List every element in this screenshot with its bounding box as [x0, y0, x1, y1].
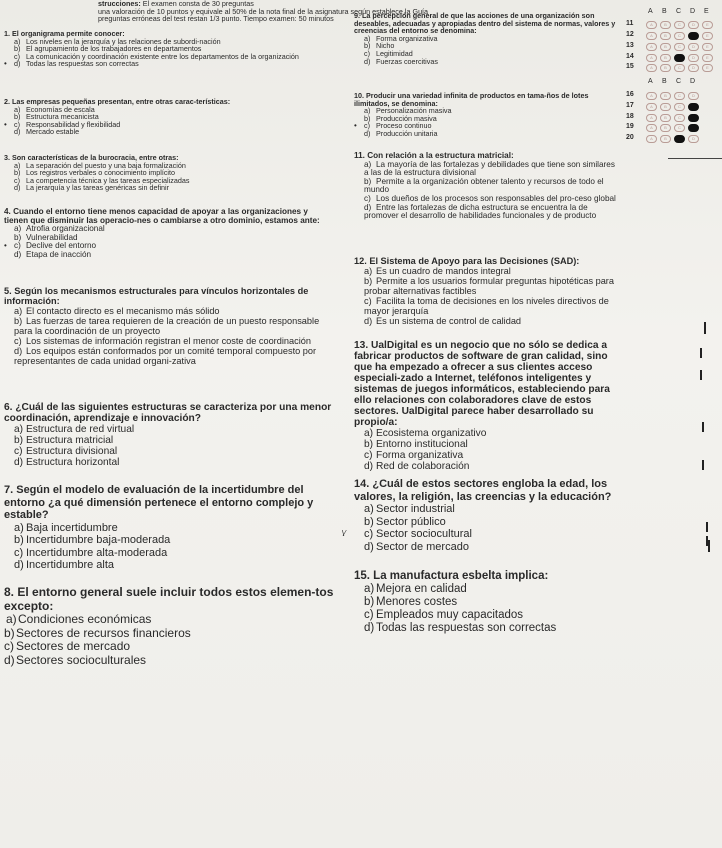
answer-row: [626, 20, 722, 29]
option-letter: b): [14, 534, 24, 546]
option-letter: c): [364, 48, 370, 58]
option-text: Incertidumbre alta-moderada: [26, 546, 168, 559]
option-letter: d): [14, 457, 24, 468]
answer-column-e: E: [704, 8, 709, 15]
option-letter: a): [14, 424, 24, 435]
option-letter: d): [14, 183, 21, 193]
option-text: Las fuerzas de tarea requieren de la creación de un puesto responsable para la coordinación de un proyecto: [14, 316, 320, 336]
answer-bubble-b[interactable]: B: [660, 103, 671, 111]
option-letter: a): [14, 224, 22, 234]
answer-bubble-a[interactable]: A: [646, 124, 657, 132]
option[interactable]: [4, 336, 334, 346]
question-title: 8. El entorno general suele incluir todos estos elemen-tos excepto:: [4, 585, 334, 613]
answer-column-c: C: [676, 78, 682, 85]
question-title: 4. Cuando el entorno tiene menos capacidad de apoyar a las organizaciones y tienen que disminuir las operacio-nes o cambiarse a otro dominio, estamos ante:: [4, 207, 320, 225]
option-text: Nicho: [376, 41, 395, 51]
option[interactable]: [354, 428, 622, 439]
scan-mark: [708, 540, 710, 552]
option-text: Vulnerabilidad: [26, 232, 78, 242]
question-13: [354, 340, 622, 472]
answer-bubble-b[interactable]: B: [660, 92, 671, 100]
option-letter: a): [14, 521, 24, 534]
option[interactable]: [4, 184, 334, 192]
option[interactable]: [354, 609, 622, 622]
question-title: 9. La percepción general de que las acciones de una organización son deseables, adecuadas y apropiadas dentro del sistema de normas, valores y creencias del entorno se denomina:: [354, 11, 616, 36]
option[interactable]: [4, 613, 338, 627]
option-text: Los niveles en la jerarquía y las relaciones de subordi-nación: [26, 36, 221, 46]
answer-bubble-d[interactable]: D: [688, 43, 699, 51]
answer-bubble-d[interactable]: [688, 124, 699, 132]
option-letter: c): [14, 546, 24, 559]
option-text: La separación del puesto y una baja formalización: [26, 160, 186, 170]
answer-row-number: 17: [626, 102, 634, 109]
answer-bubble-c[interactable]: C: [674, 92, 685, 100]
answer-row-number: 19: [626, 123, 634, 130]
answer-column-d: D: [690, 78, 696, 85]
option[interactable]: [4, 446, 334, 457]
option-letter: a): [14, 104, 21, 114]
answer-row-number: 14: [626, 53, 634, 60]
option-text: Entorno institucional: [376, 439, 468, 450]
question-title: 12. El Sistema de Apoyo para las Decisiones (SAD):: [354, 256, 580, 266]
question-title: 13. UalDigital es un negocio que no sólo se dedica a fabricar productos de software de gran calidad, sino que ha empezado a ofrecer a sus clientes acceso especiali-zado a Internet, teléfonos inteligentes y sistemas de juegos informáticos, estableciendo para ello relaciones con colaboradores clave de estos sectores. UalDigital parece haber desarrollado su propio/a:: [354, 340, 610, 428]
option-letter: a): [364, 159, 372, 169]
instructions-text: El examen consta de 30 preguntas: [140, 0, 254, 8]
answer-column-b: B: [662, 78, 667, 85]
answer-row: [626, 31, 722, 40]
scan-mark: [706, 522, 708, 532]
question-title: 15. La manufactura esbelta implica:: [354, 570, 549, 582]
option-letter: d): [4, 652, 15, 667]
answer-mark: •: [4, 59, 7, 69]
answer-bubble-b[interactable]: B: [660, 43, 671, 51]
scan-mark: [700, 370, 702, 380]
question-4: [4, 208, 334, 260]
scan-mark: [700, 348, 702, 358]
answer-bubble-a[interactable]: A: [646, 92, 657, 100]
option[interactable]: [354, 541, 622, 554]
option-text: Todas las respuestas son correctas: [376, 622, 557, 634]
option[interactable]: [354, 58, 620, 66]
option[interactable]: [354, 161, 620, 178]
option[interactable]: [354, 450, 622, 461]
answer-bubble-a[interactable]: A: [646, 114, 657, 122]
option-text: Sector sociocultural: [376, 528, 472, 540]
question-title: 14. ¿Cuál de estos sectores engloba la edad, los valores, la religión, las creencias y la educación?: [354, 478, 612, 503]
option-letter: c): [364, 296, 372, 306]
option-text: Incertidumbre baja-moderada: [26, 534, 171, 546]
option-text: Es un sistema de control de calidad: [376, 316, 522, 326]
option-text: Declive del entorno: [26, 241, 97, 251]
question-3: [4, 154, 334, 192]
option[interactable]: [354, 439, 622, 450]
answer-sheet: [626, 0, 722, 150]
scan-margin-marks: [692, 300, 722, 820]
option[interactable]: [354, 503, 622, 516]
option-letter: d): [364, 622, 375, 634]
answer-bubble-a[interactable]: A: [646, 54, 657, 62]
option-text: Sector de mercado: [376, 540, 469, 553]
option[interactable]: [4, 251, 334, 260]
option-letter: a): [14, 36, 21, 46]
scan-mark: [702, 460, 704, 470]
option-letter: c): [14, 336, 22, 346]
answer-row-number: 15: [626, 63, 634, 70]
question-title: 10. Producir una variedad infinita de productos en tama-ños de lotes ilimitados, se denomina:: [354, 91, 589, 108]
option[interactable]: [354, 296, 620, 316]
option-text: Proceso continuo: [376, 121, 432, 131]
option[interactable]: [354, 316, 620, 326]
answer-bubble-a[interactable]: A: [646, 43, 657, 51]
option-letter: d): [364, 461, 374, 472]
scan-mark: [702, 422, 704, 432]
option-letter: b): [4, 625, 15, 640]
answer-bubble-c[interactable]: C: [674, 64, 685, 72]
option-text: La jerarquía y las tareas genéricas sin definir: [26, 183, 170, 193]
answer-row-number: 20: [626, 134, 634, 141]
answer-row-number: 11: [626, 20, 634, 27]
answer-row: [626, 123, 722, 132]
answer-row: [626, 53, 722, 62]
answer-column-c: C: [676, 8, 682, 15]
option-text: Sectores de mercado: [16, 639, 131, 653]
option-text: Estructura mecanicista: [26, 112, 99, 122]
option-letter: c): [364, 450, 373, 461]
option-text: El agrupamiento de los trabajadores en departamentos: [26, 44, 202, 54]
answer-bubble-b[interactable]: B: [660, 54, 671, 62]
option-text: Mercado estable: [26, 127, 80, 137]
option-letter: c): [364, 609, 374, 621]
option-letter: b): [14, 316, 23, 326]
answer-bubble-e[interactable]: E: [702, 43, 713, 51]
answer-bubble-a[interactable]: A: [646, 32, 657, 40]
question-title: 11. Con relación a la estructura matricial:: [354, 151, 514, 160]
option-text: Permite a los usuarios formular preguntas hipotéticas para probar alternativas factibles: [364, 276, 614, 296]
option-text: Empleados muy capacitados: [376, 609, 524, 621]
option-letter: d): [14, 59, 21, 69]
option-text: Mejora en calidad: [376, 583, 467, 595]
option-letter: a): [364, 266, 373, 276]
option-letter: b): [14, 44, 21, 54]
option-text: Los dueños de los procesos son responsables del pro-ceso global: [376, 193, 616, 203]
option-text: Sector público: [376, 515, 446, 528]
option-text: Es un cuadro de mandos integral: [376, 266, 511, 276]
option-text: Red de colaboración: [376, 461, 470, 472]
option-letter: b): [364, 41, 371, 51]
option[interactable]: [354, 204, 620, 221]
option[interactable]: [354, 516, 622, 529]
answer-bubble-d[interactable]: [688, 32, 699, 40]
option-text: Sectores socioculturales: [16, 652, 147, 667]
answer-bubble-d[interactable]: D: [688, 92, 699, 100]
answer-column-d: D: [690, 8, 696, 15]
answer-column-b: B: [662, 8, 667, 15]
question-1: [4, 30, 334, 68]
question-11: [354, 152, 620, 221]
option-letter: a): [364, 428, 374, 439]
answer-bubble-b[interactable]: B: [660, 32, 671, 40]
answer-row: [626, 63, 722, 72]
option[interactable]: [342, 528, 622, 541]
option-letter: b): [364, 515, 374, 528]
divider-line: [668, 158, 722, 159]
question-title: 6. ¿Cuál de las siguientes estructuras se caracteriza por una menor coordinación, aprendizaje e innovación?: [4, 402, 332, 424]
answer-row: [626, 134, 722, 143]
answer-bubble-e[interactable]: E: [702, 32, 713, 40]
option-text: Legitimidad: [376, 48, 413, 58]
answer-bubble-c[interactable]: C: [674, 114, 685, 122]
answer-bubble-c[interactable]: C: [674, 21, 685, 29]
option[interactable]: [4, 534, 338, 547]
option-text: Entre las fortalezas de dicha estructura se encuentra la de promover el desarrollo de habilidades funcionales y de producto: [364, 202, 597, 221]
option-letter: a): [6, 612, 17, 626]
option-text: Incertidumbre alta: [26, 559, 115, 571]
answer-row: [626, 42, 722, 51]
option-letter: d): [364, 316, 373, 326]
option-letter: c): [364, 193, 371, 203]
option[interactable]: [4, 60, 334, 68]
option-letter: d): [364, 202, 372, 212]
option-text: Etapa de inacción: [26, 249, 92, 259]
answer-bubble-b[interactable]: B: [660, 64, 671, 72]
answer-bubble-d[interactable]: [688, 114, 699, 122]
option[interactable]: [354, 461, 622, 472]
answer-bubble-b[interactable]: B: [660, 21, 671, 29]
answer-mark: •: [4, 241, 7, 251]
option[interactable]: [354, 130, 620, 138]
question-9: [354, 12, 620, 65]
option-text: Estructura de red virtual: [26, 424, 135, 435]
answer-bubble-a[interactable]: A: [646, 135, 657, 143]
answer-bubble-c[interactable]: [674, 135, 685, 143]
answer-row: [626, 91, 722, 100]
option-text: Producción unitaria: [376, 128, 438, 138]
answer-bubble-b[interactable]: B: [660, 114, 671, 122]
option[interactable]: [4, 522, 338, 535]
answer-bubble-a[interactable]: A: [646, 64, 657, 72]
scan-mark: [704, 322, 706, 334]
option-text: Permite a la organización obtener talento y recursos de todo el mundo: [364, 176, 604, 195]
answer-column-a: A: [648, 8, 653, 15]
option-letter: d): [14, 127, 21, 137]
answer-bubble-b[interactable]: B: [660, 135, 671, 143]
option-letter: b): [364, 596, 375, 608]
option-text: Forma organizativa: [376, 450, 464, 461]
option-text: Estructura horizontal: [26, 457, 120, 468]
option-letter: b): [364, 439, 374, 450]
option[interactable]: [354, 178, 620, 195]
option-text: Forma organizativa: [376, 33, 438, 43]
question-2: [4, 98, 334, 136]
option-text: Ecosistema organizativo: [376, 428, 487, 439]
option-text: Los sistemas de información registran el menor coste de coordinación: [26, 336, 311, 346]
option[interactable]: [354, 596, 622, 609]
option-text: Economías de escala: [26, 104, 95, 114]
answer-bubble-e[interactable]: E: [702, 64, 713, 72]
answer-bubble-d[interactable]: [688, 103, 699, 111]
option-text: Facilita la toma de decisiones en los niveles directivos de mayor jerarquía: [364, 296, 609, 316]
answer-bubble-a[interactable]: A: [646, 21, 657, 29]
answer-bubble-d[interactable]: D: [688, 135, 699, 143]
option-letter: b): [364, 113, 371, 123]
question-6: [4, 402, 334, 468]
answer-row-number: 18: [626, 113, 634, 120]
option-text: Producción masiva: [376, 113, 437, 123]
option-text: Sector industrial: [376, 503, 455, 515]
option-text: Estructura divisional: [26, 446, 118, 457]
option-letter: a): [364, 583, 375, 595]
option[interactable]: [4, 316, 334, 336]
option[interactable]: [4, 654, 338, 668]
option-letter: d): [364, 128, 371, 138]
option-letter: c): [4, 639, 14, 653]
instructions-line-2: una valoración de 10 puntos y equivale al 50% de la nota final de la asignatura según establece la Guía: [98, 6, 429, 16]
option[interactable]: [4, 306, 334, 316]
option-letter: d): [364, 56, 371, 66]
option-text: Condiciones económicas: [18, 612, 152, 626]
option-letter: c): [364, 121, 370, 131]
answer-row-number: 12: [626, 31, 634, 38]
question-title: 5. Según los mecanismos estructurales para vínculos horizontales de información:: [4, 286, 309, 306]
option-text: Estructura matricial: [26, 435, 114, 446]
answer-bubble-d[interactable]: D: [688, 64, 699, 72]
option-text: Menores costes: [376, 596, 458, 608]
question-5: [4, 286, 334, 366]
answer-bubble-c[interactable]: C: [674, 103, 685, 111]
option[interactable]: [4, 559, 338, 572]
option[interactable]: [354, 622, 622, 635]
answer-mark: •: [354, 121, 357, 131]
option-letter: c): [14, 175, 20, 185]
option[interactable]: [4, 128, 334, 136]
question-title: 3. Son características de la burocracia, entre otras:: [4, 153, 179, 162]
option-letter: c): [364, 528, 374, 540]
option-text: Personalización masiva: [376, 106, 452, 116]
option-letter: d): [14, 249, 22, 259]
option[interactable]: [354, 583, 622, 596]
option-text: Los equipos están conformados por un comité temporal compuesto por representantes de cada unidad organi-zativa: [14, 346, 317, 366]
option-text: Los registros verbales o conocimiento implícito: [26, 168, 176, 178]
answer-bubble-c[interactable]: C: [674, 32, 685, 40]
option-text: Baja incertidumbre: [26, 521, 118, 534]
option[interactable]: [4, 457, 334, 468]
option-letter: a): [364, 33, 371, 43]
option-text: Todas las respuestas son correctas: [26, 59, 139, 69]
option-text: Fuerzas coercitivas: [376, 56, 438, 66]
option-letter: c): [14, 446, 23, 457]
answer-column-a: A: [648, 78, 653, 85]
option-text: La competencia técnica y las tareas especializadas: [26, 175, 190, 185]
question-10: [354, 92, 620, 138]
instructions-label: strucciones:: [98, 0, 141, 8]
option-letter: d): [14, 346, 23, 356]
answer-bubble-c[interactable]: [674, 54, 685, 62]
option[interactable]: [354, 266, 620, 276]
option-letter: a): [364, 503, 374, 515]
option[interactable]: [4, 424, 334, 435]
answer-row-number: 13: [626, 42, 634, 49]
answer-row: [626, 102, 722, 111]
option-text: Atrofia organizacional: [26, 224, 105, 234]
question-title: 2. Las empresas pequeñas presentan, entre otras carac-terísticas:: [4, 97, 231, 106]
answer-bubble-d[interactable]: D: [688, 54, 699, 62]
option-letter: b): [14, 232, 22, 242]
option-letter: b): [14, 168, 21, 178]
question-12: [354, 256, 620, 326]
option[interactable]: [354, 276, 620, 296]
answer-bubble-c[interactable]: C: [674, 124, 685, 132]
option-text: Responsabilidad y flexibilidad: [26, 119, 121, 129]
answer-bubble-c[interactable]: C: [674, 43, 685, 51]
question-title: 7. Según el modelo de evaluación de la incertidumbre del entorno ¿a qué dimensión pertenece el entorno complejo y estable?: [4, 484, 314, 521]
option-letter: a): [14, 160, 21, 170]
answer-mark: •: [4, 119, 7, 129]
option[interactable]: [4, 640, 338, 654]
answer-bubble-d[interactable]: D: [688, 21, 699, 29]
question-title: 1. El organigrama permite conocer:: [4, 29, 125, 38]
answer-bubble-b[interactable]: B: [660, 124, 671, 132]
answer-bubble-e[interactable]: E: [702, 21, 713, 29]
question-15: [354, 570, 622, 635]
option-letter: c): [14, 51, 20, 61]
option-letter: b): [364, 276, 373, 286]
answer-bubble-a[interactable]: A: [646, 103, 657, 111]
answer-row-number: 16: [626, 91, 634, 98]
option[interactable]: [4, 346, 334, 366]
question-8: [4, 586, 338, 667]
option-letter: c): [14, 241, 21, 251]
option[interactable]: [4, 627, 338, 641]
option-text: Sectores de recursos financieros: [16, 625, 191, 640]
answer-mark: \⁄: [342, 529, 346, 538]
option-text: La mayoría de las fortalezas y debilidades que tiene son similares a las de la estructura divisional: [364, 159, 615, 178]
option-letter: a): [14, 306, 23, 316]
option-text: El contacto directo es el mecanismo más sólido: [26, 306, 220, 316]
option-text: La comunicación y coordinación existente entre los departamentos de la organización: [26, 51, 299, 61]
option-letter: b): [364, 176, 372, 186]
question-14: [342, 478, 622, 553]
answer-row: [626, 113, 722, 122]
answer-bubble-e[interactable]: E: [702, 54, 713, 62]
option-letter: b): [14, 435, 24, 446]
question-7: [4, 484, 338, 572]
option[interactable]: [4, 547, 338, 560]
option-letter: a): [364, 106, 371, 116]
option-letter: b): [14, 112, 21, 122]
option-letter: d): [14, 559, 24, 571]
option[interactable]: [4, 435, 334, 446]
option-letter: d): [364, 540, 374, 553]
option-letter: c): [14, 119, 20, 129]
instructions-line-3: preguntas erróneas del test restan 1/3 punto. Tiempo examen: 50 minutos: [98, 14, 334, 24]
